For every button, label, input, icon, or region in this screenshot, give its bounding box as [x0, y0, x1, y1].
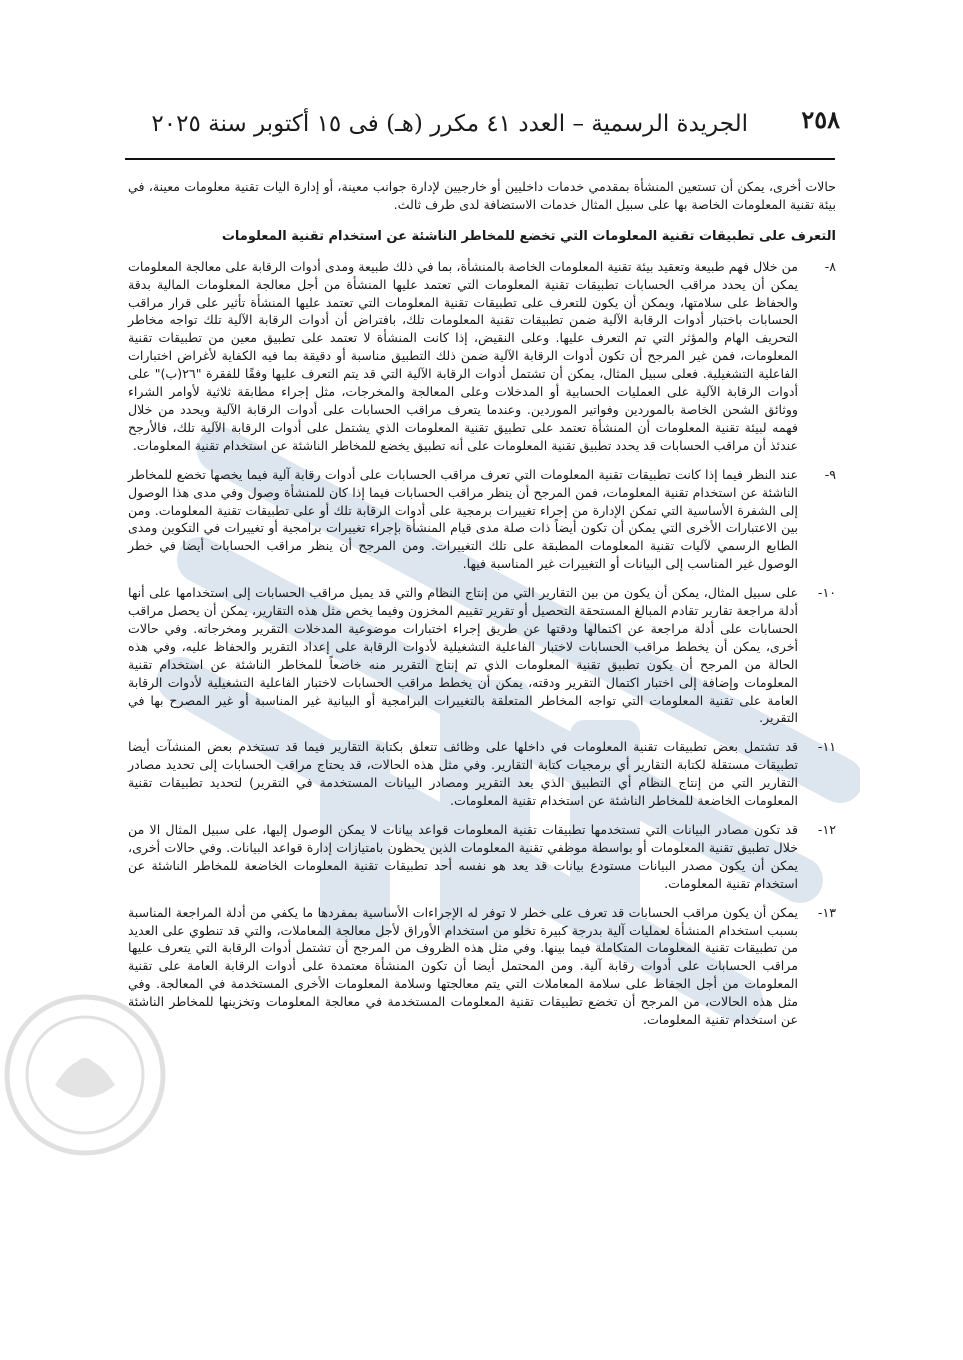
paragraph-text: على سبيل المثال، يمكن أن يكون من بين التقارير التي من إنتاج النظام والتي قد يميل مراقب الحسابات إلى استخدامها على أنها أدلة مراجعة تقارير تقادم المبالغ المستحقة التحصيل أو تقرير تقييم المخزون وفيما يخص مثل هذه التقارير، يمكن أن يحصل مراقب الحسابات على أدلة مراجعة عن اكتمالها ودقتها عن طريق إجراء اختبارات موضوعية المدخلات التقرير ومخرجاته. وفي حالات أخرى، يمكن أن يخطط مراقب الحسابات لاختبار الفاعلية التشغيلية لأدوات الرقابة على إعداد التقرير والحفاظ عليه، وفي هذه الحالة من المرجح أن يكون تطبيق تقنية المعلومات الذي تم إنتاج التقرير منه خاضعاً للمخاطر الناشئة عن استخدام تقنية المعلومات وإضافة إلى اختبار اكتمال التقرير ودقته، يمكن أن يخطط مراقب الحسابات لاختبار الفاعلية التشغيلية لأدوات الرقابة العامة على تقنية المعلومات التي تواجه المخاطر المتعلقة بالتغييرات البرامجية أو البيانية غير المناسبة أو غير المصرح بها في التقرير. [128, 585, 798, 726]
numbered-paragraph-10 [128, 584, 836, 727]
paragraph-text: يمكن أن يكون مراقب الحسابات قد تعرف على خطر لا توفر له الإجراءات الأساسية بمفردها ما يكفي من أدلة المراجعة المناسبة بسبب استخدام المنشأة لعمليات آلية بدرجة كبيرة تخلو من استخدام الأوراق لأجل معالجة المعاملات، والتي قد تنطوي على العديد من تطبيقات تقنية المعلومات المتكاملة فيما بينها. وفي مثل هذه الظروف من المرجح أن تشتمل أدوات الرقابة التي يتعرف عليها مراقب الحسابات على أدوات رقابة آلية. ومن المحتمل أيضا أن تكون المنشأة معتمدة على أدوات الرقابة العامة على تقنية المعلومات من أجل الحفاظ على سلامة المعاملات التي يتم معالجتها وسلامة المعلومات الأخرى المستخدمة في المعالجة. وفي مثل هذه الحالات، من المرجح أن تخضع تطبيقات تقنية المعلومات المستخدمة في معالجة المعلومات وتخزينها للمخاطر الناشئة عن استخدام تقنية المعلومات. [128, 904, 798, 1028]
paragraph-number: ١١- [817, 739, 836, 755]
paragraph-number: ١٣- [817, 904, 836, 920]
numbered-paragraph-9 [128, 466, 836, 573]
section-heading: التعرف على تطبيقات تقنية المعلومات التي تخضع للمخاطر الناشئة عن استخدام تقنية المعلومات [221, 228, 836, 244]
paragraph-number: ٩- [824, 466, 836, 482]
paragraph-number: ٨- [824, 258, 836, 274]
document-body [128, 178, 836, 1040]
paragraph-text: من خلال فهم طبيعة وتعقيد بيئة تقنية المعلومات الخاصة بالمنشأة، بما في ذلك طبيعة ومدى أدوات الرقابة على معالجة المعلومات يمكن أن يحدد مراقب الحسابات تطبيقات تقنية المعلومات التي تعتمد عليها المنشأة من أجل معالجة المعلومات المالية بدقة والحفاظ على سلامتها، ويمكن أن يكون للتعرف على تطبيقات تقنية المعلومات التي تعتمد عليها المنشأة تأثير على قرار مراقب الحسابات باختبار أدوات الرقابة الآلية ضمن تطبيقات تقنية المعلومات تلك، بافتراض أن أدوات الرقابة الآلية تلك تواجه مخاطر التحريف الهام والمؤثر التي تم التعرف عليها. وعلى النقيض، إذا كانت المنشأة لا تعتمد على تطبيق معين من تطبيقات تقنية المعلومات، فمن غير المرجح أن تكون أدوات الرقابة الآلية ضمن ذلك التطبيق مناسبة أو دقيقة بما فيه الكفاية لأغراض اختبارات الفاعلية التشغيلية. فعلى سبيل المثال، يمكن أن تشتمل أدوات الرقابة الآلية التي قد يتم التعرف عليها وفقًا للفقرة "٢٦(ب)" على أدوات الرقابة الآلية على العمليات الحسابية أو المدخلات وعلى المعالجة والمخرجات، مثل إجراء مطابقة ثلاثية لأوامر الشراء ووثائق الشحن الخاصة بالموردين وفواتير الموردين. وعندما يتعرف مراقب الحسابات على أدوات الرقابة الآلية ويحدد من خلال فهمه لبيئة تقنية المعلومات أن المنشأة تعتمد على تطبيق تقنية المعلومات الذي يشتمل على أدوات الرقابة الآلية تلك، فالأرجح عندئذ أن مراقب الحسابات قد يحدد تطبيق تقنية المعلومات على أنه تطبيق يخضع للمخاطر الناشئة عن استخدام تقنية المعلومات. [128, 258, 798, 453]
paragraph-number: ١٠- [817, 585, 836, 601]
header-divider [125, 158, 835, 160]
numbered-paragraph-11 [128, 738, 836, 810]
numbered-paragraph-8 [128, 258, 836, 455]
gazette-title: الجريدة الرسمية – العدد ٤١ مكرر (هـ) فى ١٥ أكتوبر سنة ٢٠٢٥ [151, 111, 748, 137]
page-number: ٢٥٨ [801, 105, 840, 134]
paragraph-text: قد تشتمل بعض تطبيقات تقنية المعلومات في داخلها على وظائف تتعلق بكتابة التقارير فيما قد تستخدم بعض المنشآت أيضا تطبيقات مستقلة لكتابة التقارير أي برمجيات كتابة التقارير. وفي مثل هذه الحالات، قد يحتاج مراقب الحسابات إلى تحديد مصادر التقارير التي من إنتاج النظام أي التطبيق الذي يعد التقرير ومصادر البيانات المستخدمة في التقرير) لتحديد تطبيقات تقنية المعلومات الخاضعة للمخاطر الناشئة عن استخدام تقنية المعلومات. [128, 739, 798, 809]
page-header [125, 105, 840, 157]
paragraph-text: عند النظر فيما إذا كانت تطبيقات تقنية المعلومات التي تعرف مراقب الحسابات على أدوات رقابة آلية فيما يخصها تخضع للمخاطر الناشئة عن استخدام تقنية المعلومات، فمن المرجح أن ينظر مراقب الحسابات فيما إذا كان للمنشأة وصول وفي مدى هذا الوصول إلى الشفرة الأساسية التي تمكن الإدارة من إجراء تغييرات برمجية على أدوات الرقابة تلك أو على تطبيقات تقنية المعلومات. ومن بين الاعتبارات الأخرى التي يمكن أن تكون أيضاً ذات صلة مدى قيام المنشأة بإجراء تغييرات برامجية أو تغييرات في التكوين ومدى الطابع الرسمي لآليات تقنية المعلومات المطبقة على تلك التغييرات. ومن المرجح أن ينظر مراقب الحسابات أيضا في خطر الوصول غير المناسب إلى البيانات أو التغييرات غير المناسبة فيها. [128, 466, 798, 572]
numbered-paragraph-13 [128, 904, 836, 1029]
paragraph-text: قد تكون مصادر البيانات التي تستخدمها تطبيقات تقنية المعلومات قواعد بيانات لا يمكن الوصول إليها، على سبيل المثال الا من خلال تطبيق تقنية المعلومات أو بواسطة موظفي تقنية المعلومات الذين يحظون بامتيازات إدارة قواعد البيانات. وفي حالات أخرى، يمكن أن يكون مصدر البيانات مستودع بيانات قد يعد هو نفسه أحد تطبيقات تقنية المعلومات الخاضعة للمخاطر الناشئة عن استخدام تقنية المعلومات. [128, 822, 798, 891]
intro-text: حالات أخرى، يمكن أن تستعين المنشأة بمقدمي خدمات داخليين أو خارجيين لإدارة جوانب معينة، أو إدارة اليات تقنية معلومات معينة، في بيئة تقنية المعلومات الخاصة بها على سبيل المثال خدمات الاستضافة لدى طرف ثالث. [128, 179, 836, 212]
paragraph-number: ١٢- [817, 822, 836, 837]
numbered-paragraph-12 [128, 821, 836, 893]
intro-paragraph [128, 178, 836, 214]
